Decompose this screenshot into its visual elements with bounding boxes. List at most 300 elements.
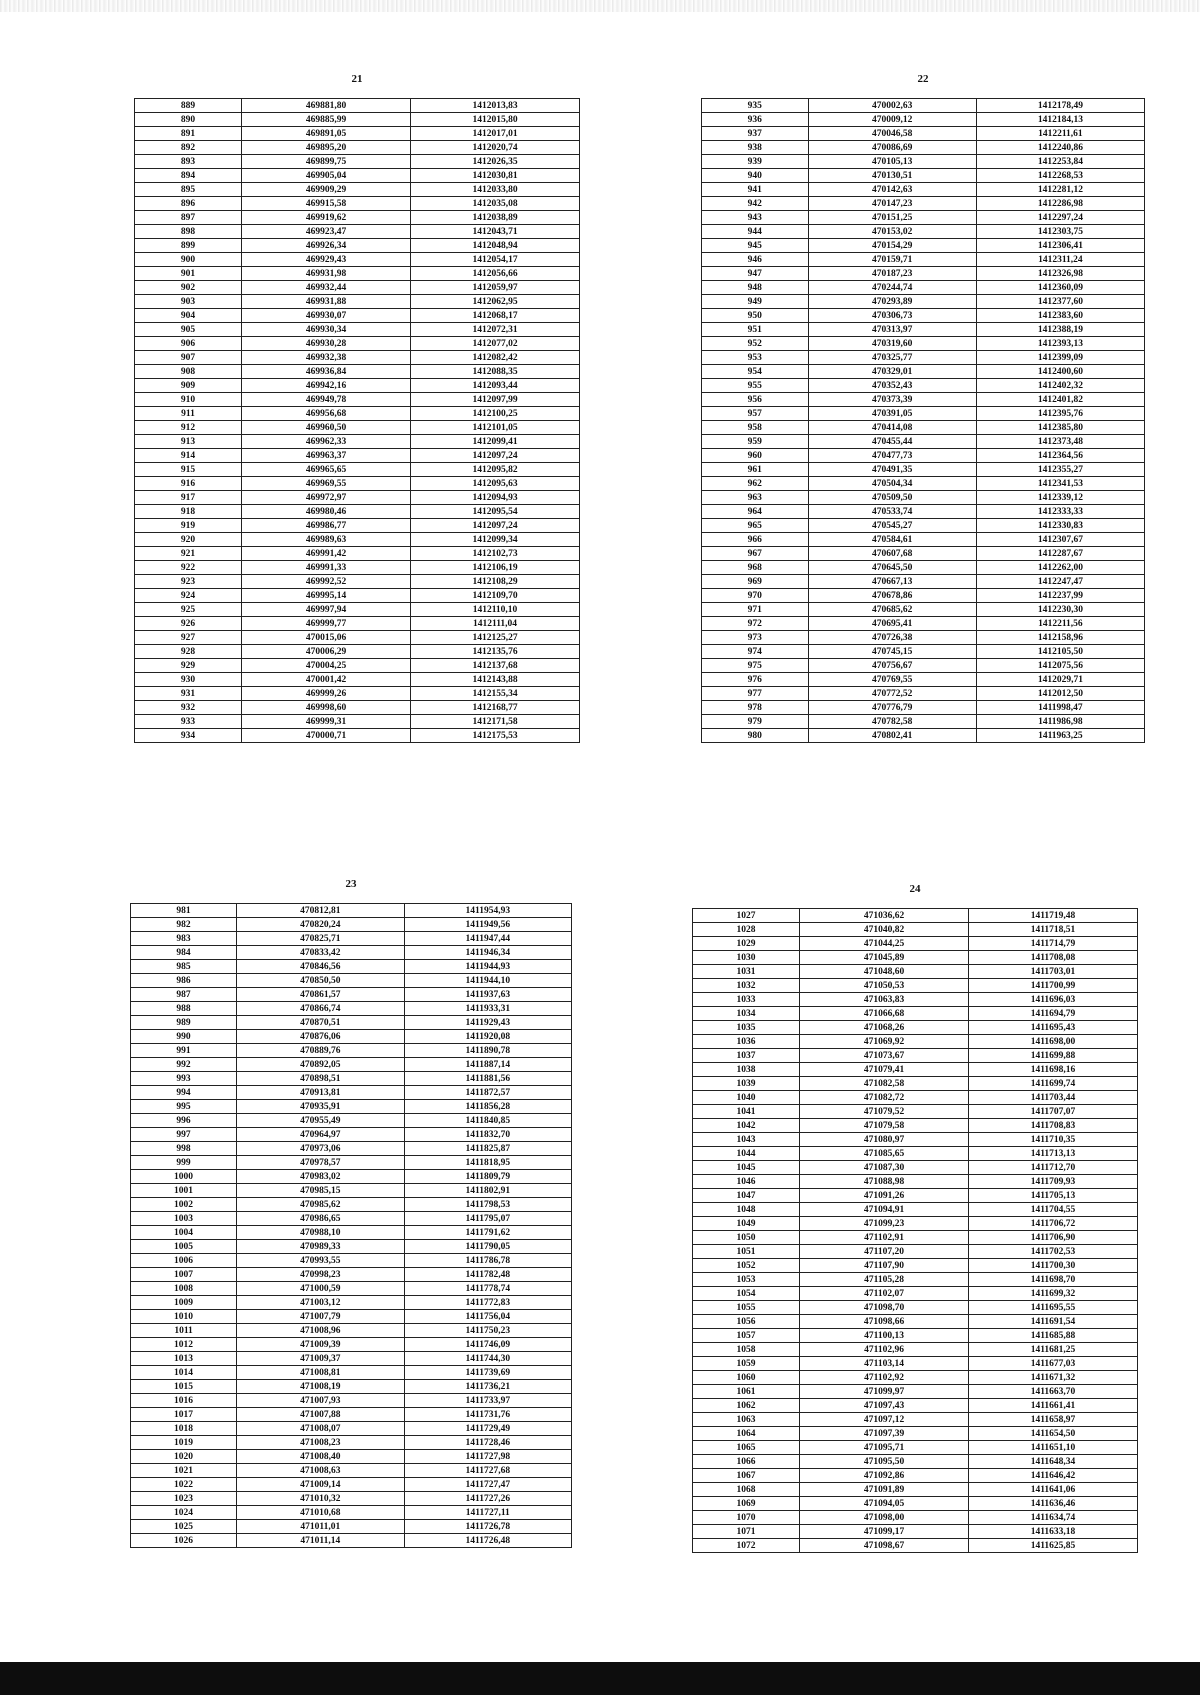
point-number-cell: 952 xyxy=(702,337,809,351)
table-row xyxy=(702,533,1145,547)
point-number-cell: 937 xyxy=(702,127,809,141)
table-row xyxy=(131,1044,572,1058)
y-coordinate-cell: 1412333,33 xyxy=(976,505,1144,519)
x-coordinate-cell: 471080,97 xyxy=(800,1133,969,1147)
y-coordinate-cell: 1411802,91 xyxy=(404,1184,571,1198)
table-row xyxy=(702,113,1145,127)
page-block-24 xyxy=(692,882,1138,1553)
x-coordinate-cell: 471087,30 xyxy=(800,1161,969,1175)
y-coordinate-cell: 1412402,32 xyxy=(976,379,1144,393)
x-coordinate-cell: 469923,47 xyxy=(242,225,411,239)
table-row xyxy=(131,1100,572,1114)
x-coordinate-cell: 471098,00 xyxy=(800,1511,969,1525)
point-number-cell: 964 xyxy=(702,505,809,519)
table-row xyxy=(702,211,1145,225)
point-number-cell: 965 xyxy=(702,519,809,533)
x-coordinate-cell: 470491,35 xyxy=(808,463,976,477)
y-coordinate-cell: 1411947,44 xyxy=(404,932,571,946)
point-number-cell: 970 xyxy=(702,589,809,603)
y-coordinate-cell: 1412311,24 xyxy=(976,253,1144,267)
page-number: 24 xyxy=(909,883,921,895)
x-coordinate-cell: 471008,19 xyxy=(237,1380,404,1394)
table-row xyxy=(135,449,580,463)
x-coordinate-cell: 471082,58 xyxy=(800,1077,969,1091)
y-coordinate-cell: 1411726,48 xyxy=(404,1534,571,1548)
x-coordinate-cell: 470414,08 xyxy=(808,421,976,435)
table-row xyxy=(693,923,1138,937)
point-number-cell: 1002 xyxy=(131,1198,237,1212)
point-number-cell: 896 xyxy=(135,197,242,211)
table-row xyxy=(702,519,1145,533)
y-coordinate-cell: 1412211,61 xyxy=(976,127,1144,141)
y-coordinate-cell: 1411933,31 xyxy=(404,1002,571,1016)
point-number-cell: 1017 xyxy=(131,1408,237,1422)
table-row xyxy=(131,932,572,946)
point-number-cell: 960 xyxy=(702,449,809,463)
point-number-cell: 1058 xyxy=(693,1343,800,1357)
x-coordinate-cell: 471063,83 xyxy=(800,993,969,1007)
x-coordinate-cell: 471073,67 xyxy=(800,1049,969,1063)
table-row xyxy=(702,645,1145,659)
y-coordinate-cell: 1412029,71 xyxy=(976,673,1144,687)
y-coordinate-cell: 1411727,47 xyxy=(404,1478,571,1492)
x-coordinate-cell: 471102,07 xyxy=(800,1287,969,1301)
point-number-cell: 1020 xyxy=(131,1450,237,1464)
point-number-cell: 1064 xyxy=(693,1427,800,1441)
y-coordinate-cell: 1412072,31 xyxy=(411,323,580,337)
x-coordinate-cell: 471091,89 xyxy=(800,1483,969,1497)
point-number-cell: 1046 xyxy=(693,1175,800,1189)
point-number-cell: 967 xyxy=(702,547,809,561)
y-coordinate-cell: 1412020,74 xyxy=(411,141,580,155)
y-coordinate-cell: 1411920,08 xyxy=(404,1030,571,1044)
point-number-cell: 1054 xyxy=(693,1287,800,1301)
table-row xyxy=(135,421,580,435)
x-coordinate-cell: 470986,65 xyxy=(237,1212,404,1226)
table-row xyxy=(131,946,572,960)
point-number-cell: 1032 xyxy=(693,979,800,993)
point-number-cell: 962 xyxy=(702,477,809,491)
x-coordinate-cell: 470983,02 xyxy=(237,1170,404,1184)
x-coordinate-cell: 471044,25 xyxy=(800,937,969,951)
x-coordinate-cell: 469905,04 xyxy=(242,169,411,183)
x-coordinate-cell: 469999,26 xyxy=(242,687,411,701)
y-coordinate-cell: 1412155,34 xyxy=(411,687,580,701)
x-coordinate-cell: 470006,29 xyxy=(242,645,411,659)
y-coordinate-cell: 1411778,74 xyxy=(404,1282,571,1296)
point-number-cell: 958 xyxy=(702,421,809,435)
y-coordinate-cell: 1411728,46 xyxy=(404,1436,571,1450)
coordinates-table xyxy=(692,908,1138,1553)
point-number-cell: 1004 xyxy=(131,1226,237,1240)
table-row xyxy=(135,253,580,267)
table-row xyxy=(693,1161,1138,1175)
point-number-cell: 1060 xyxy=(693,1371,800,1385)
point-number-cell: 1047 xyxy=(693,1189,800,1203)
x-coordinate-cell: 470889,76 xyxy=(237,1044,404,1058)
x-coordinate-cell: 470153,02 xyxy=(808,225,976,239)
point-number-cell: 919 xyxy=(135,519,242,533)
table-row xyxy=(693,1483,1138,1497)
point-number-cell: 955 xyxy=(702,379,809,393)
y-coordinate-cell: 1412341,53 xyxy=(976,477,1144,491)
table-row xyxy=(135,519,580,533)
x-coordinate-cell: 469919,62 xyxy=(242,211,411,225)
point-number-cell: 1036 xyxy=(693,1035,800,1049)
table-row xyxy=(693,1063,1138,1077)
point-number-cell: 963 xyxy=(702,491,809,505)
x-coordinate-cell: 471007,79 xyxy=(237,1310,404,1324)
table-row xyxy=(702,547,1145,561)
y-coordinate-cell: 1411944,10 xyxy=(404,974,571,988)
point-number-cell: 891 xyxy=(135,127,242,141)
x-coordinate-cell: 469915,58 xyxy=(242,197,411,211)
y-coordinate-cell: 1412105,50 xyxy=(976,645,1144,659)
point-number-cell: 1062 xyxy=(693,1399,800,1413)
page-number: 22 xyxy=(917,73,929,85)
y-coordinate-cell: 1411633,18 xyxy=(969,1525,1138,1539)
table-row xyxy=(693,1049,1138,1063)
x-coordinate-cell: 471040,82 xyxy=(800,923,969,937)
x-coordinate-cell: 470325,77 xyxy=(808,351,976,365)
y-coordinate-cell: 1411750,23 xyxy=(404,1324,571,1338)
x-coordinate-cell: 471008,96 xyxy=(237,1324,404,1338)
x-coordinate-cell: 470820,24 xyxy=(237,918,404,932)
x-coordinate-cell: 470086,69 xyxy=(808,141,976,155)
table-row xyxy=(693,1511,1138,1525)
y-coordinate-cell: 1411890,78 xyxy=(404,1044,571,1058)
point-number-cell: 894 xyxy=(135,169,242,183)
point-number-cell: 942 xyxy=(702,197,809,211)
y-coordinate-cell: 1412030,81 xyxy=(411,169,580,183)
table-row xyxy=(702,659,1145,673)
table-row xyxy=(131,1534,572,1548)
table-row xyxy=(702,407,1145,421)
x-coordinate-cell: 469998,60 xyxy=(242,701,411,715)
point-number-cell: 1043 xyxy=(693,1133,800,1147)
y-coordinate-cell: 1411954,93 xyxy=(404,904,571,918)
point-number-cell: 933 xyxy=(135,715,242,729)
x-coordinate-cell: 469999,31 xyxy=(242,715,411,729)
x-coordinate-cell: 470989,33 xyxy=(237,1240,404,1254)
table-row xyxy=(693,1133,1138,1147)
table-row xyxy=(702,99,1145,113)
point-number-cell: 1070 xyxy=(693,1511,800,1525)
y-coordinate-cell: 1411713,13 xyxy=(969,1147,1138,1161)
point-number-cell: 979 xyxy=(702,715,809,729)
y-coordinate-cell: 1412097,99 xyxy=(411,393,580,407)
y-coordinate-cell: 1411648,34 xyxy=(969,1455,1138,1469)
table-row xyxy=(131,974,572,988)
point-number-cell: 901 xyxy=(135,267,242,281)
point-number-cell: 1067 xyxy=(693,1469,800,1483)
point-number-cell: 946 xyxy=(702,253,809,267)
y-coordinate-cell: 1412400,60 xyxy=(976,365,1144,379)
point-number-cell: 1022 xyxy=(131,1478,237,1492)
x-coordinate-cell: 471085,65 xyxy=(800,1147,969,1161)
y-coordinate-cell: 1411700,30 xyxy=(969,1259,1138,1273)
y-coordinate-cell: 1412099,34 xyxy=(411,533,580,547)
table-row xyxy=(131,1072,572,1086)
table-row xyxy=(135,183,580,197)
x-coordinate-cell: 469926,34 xyxy=(242,239,411,253)
table-row xyxy=(131,1198,572,1212)
point-number-cell: 983 xyxy=(131,932,237,946)
y-coordinate-cell: 1412399,09 xyxy=(976,351,1144,365)
x-coordinate-cell: 470955,49 xyxy=(237,1114,404,1128)
point-number-cell: 1012 xyxy=(131,1338,237,1352)
x-coordinate-cell: 469972,97 xyxy=(242,491,411,505)
x-coordinate-cell: 469965,65 xyxy=(242,463,411,477)
x-coordinate-cell: 471066,68 xyxy=(800,1007,969,1021)
point-number-cell: 927 xyxy=(135,631,242,645)
table-row xyxy=(693,1441,1138,1455)
x-coordinate-cell: 469980,46 xyxy=(242,505,411,519)
y-coordinate-cell: 1412082,42 xyxy=(411,351,580,365)
y-coordinate-cell: 1412059,97 xyxy=(411,281,580,295)
x-coordinate-cell: 469991,42 xyxy=(242,547,411,561)
table-row xyxy=(693,1273,1138,1287)
point-number-cell: 1019 xyxy=(131,1436,237,1450)
point-number-cell: 900 xyxy=(135,253,242,267)
x-coordinate-cell: 471098,66 xyxy=(800,1315,969,1329)
table-row xyxy=(702,463,1145,477)
page-block-23 xyxy=(130,877,572,1548)
y-coordinate-cell: 1411698,16 xyxy=(969,1063,1138,1077)
x-coordinate-cell: 470509,50 xyxy=(808,491,976,505)
x-coordinate-cell: 469881,80 xyxy=(242,99,411,113)
y-coordinate-cell: 1411681,25 xyxy=(969,1343,1138,1357)
table-row xyxy=(135,491,580,505)
point-number-cell: 890 xyxy=(135,113,242,127)
x-coordinate-cell: 470645,50 xyxy=(808,561,976,575)
point-number-cell: 1056 xyxy=(693,1315,800,1329)
point-number-cell: 1048 xyxy=(693,1203,800,1217)
y-coordinate-cell: 1411625,85 xyxy=(969,1539,1138,1553)
point-number-cell: 920 xyxy=(135,533,242,547)
y-coordinate-cell: 1412383,60 xyxy=(976,309,1144,323)
point-number-cell: 1025 xyxy=(131,1520,237,1534)
table-row xyxy=(693,1105,1138,1119)
table-row xyxy=(135,393,580,407)
y-coordinate-cell: 1411986,98 xyxy=(976,715,1144,729)
table-row xyxy=(693,1315,1138,1329)
table-row xyxy=(135,603,580,617)
y-coordinate-cell: 1412303,75 xyxy=(976,225,1144,239)
y-coordinate-cell: 1411636,46 xyxy=(969,1497,1138,1511)
y-coordinate-cell: 1412026,35 xyxy=(411,155,580,169)
y-coordinate-cell: 1412360,09 xyxy=(976,281,1144,295)
x-coordinate-cell: 469991,33 xyxy=(242,561,411,575)
point-number-cell: 972 xyxy=(702,617,809,631)
table-row xyxy=(131,1016,572,1030)
point-number-cell: 1065 xyxy=(693,1441,800,1455)
x-coordinate-cell: 471100,13 xyxy=(800,1329,969,1343)
point-number-cell: 1035 xyxy=(693,1021,800,1035)
table-row xyxy=(702,435,1145,449)
y-coordinate-cell: 1411651,10 xyxy=(969,1441,1138,1455)
x-coordinate-cell: 471091,26 xyxy=(800,1189,969,1203)
table-row xyxy=(693,1091,1138,1105)
y-coordinate-cell: 1412395,76 xyxy=(976,407,1144,421)
y-coordinate-cell: 1411658,97 xyxy=(969,1413,1138,1427)
x-coordinate-cell: 469930,28 xyxy=(242,337,411,351)
y-coordinate-cell: 1411705,13 xyxy=(969,1189,1138,1203)
y-coordinate-cell: 1412033,80 xyxy=(411,183,580,197)
x-coordinate-cell: 470352,43 xyxy=(808,379,976,393)
y-coordinate-cell: 1411710,35 xyxy=(969,1133,1138,1147)
table-row xyxy=(702,393,1145,407)
table-row xyxy=(135,323,580,337)
point-number-cell: 966 xyxy=(702,533,809,547)
y-coordinate-cell: 1411727,26 xyxy=(404,1492,571,1506)
x-coordinate-cell: 470002,63 xyxy=(808,99,976,113)
y-coordinate-cell: 1412110,10 xyxy=(411,603,580,617)
table-row xyxy=(135,589,580,603)
x-coordinate-cell: 469929,43 xyxy=(242,253,411,267)
y-coordinate-cell: 1411825,87 xyxy=(404,1142,571,1156)
table-row xyxy=(702,673,1145,687)
x-coordinate-cell: 470892,05 xyxy=(237,1058,404,1072)
table-row xyxy=(702,589,1145,603)
x-coordinate-cell: 469995,14 xyxy=(242,589,411,603)
y-coordinate-cell: 1412287,67 xyxy=(976,547,1144,561)
x-coordinate-cell: 470973,06 xyxy=(237,1142,404,1156)
table-row xyxy=(135,407,580,421)
point-number-cell: 980 xyxy=(702,729,809,743)
y-coordinate-cell: 1412326,98 xyxy=(976,267,1144,281)
table-row xyxy=(702,197,1145,211)
y-coordinate-cell: 1411929,43 xyxy=(404,1016,571,1030)
y-coordinate-cell: 1412168,77 xyxy=(411,701,580,715)
point-number-cell: 945 xyxy=(702,239,809,253)
point-number-cell: 940 xyxy=(702,169,809,183)
table-row xyxy=(131,1492,572,1506)
x-coordinate-cell: 471009,37 xyxy=(237,1352,404,1366)
x-coordinate-cell: 470329,01 xyxy=(808,365,976,379)
x-coordinate-cell: 469932,38 xyxy=(242,351,411,365)
table-row xyxy=(693,1231,1138,1245)
x-coordinate-cell: 471068,26 xyxy=(800,1021,969,1035)
x-coordinate-cell: 471099,23 xyxy=(800,1217,969,1231)
y-coordinate-cell: 1412377,60 xyxy=(976,295,1144,309)
table-row xyxy=(693,1343,1138,1357)
y-coordinate-cell: 1412015,80 xyxy=(411,113,580,127)
x-coordinate-cell: 470004,25 xyxy=(242,659,411,673)
table-row xyxy=(135,659,580,673)
table-row xyxy=(702,421,1145,435)
table-row xyxy=(693,1371,1138,1385)
x-coordinate-cell: 471045,89 xyxy=(800,951,969,965)
x-coordinate-cell: 470244,74 xyxy=(808,281,976,295)
table-row xyxy=(135,575,580,589)
x-coordinate-cell: 470876,06 xyxy=(237,1030,404,1044)
point-number-cell: 968 xyxy=(702,561,809,575)
point-number-cell: 989 xyxy=(131,1016,237,1030)
x-coordinate-cell: 469986,77 xyxy=(242,519,411,533)
x-coordinate-cell: 470000,71 xyxy=(242,729,411,743)
point-number-cell: 1049 xyxy=(693,1217,800,1231)
point-number-cell: 910 xyxy=(135,393,242,407)
y-coordinate-cell: 1412393,13 xyxy=(976,337,1144,351)
x-coordinate-cell: 469942,16 xyxy=(242,379,411,393)
table-row xyxy=(693,1245,1138,1259)
point-number-cell: 1052 xyxy=(693,1259,800,1273)
table-row xyxy=(702,281,1145,295)
table-row xyxy=(693,1497,1138,1511)
point-number-cell: 996 xyxy=(131,1114,237,1128)
x-coordinate-cell: 471102,91 xyxy=(800,1231,969,1245)
table-row xyxy=(702,183,1145,197)
y-coordinate-cell: 1411706,72 xyxy=(969,1217,1138,1231)
x-coordinate-cell: 471011,14 xyxy=(237,1534,404,1548)
y-coordinate-cell: 1412125,27 xyxy=(411,631,580,645)
x-coordinate-cell: 471000,59 xyxy=(237,1282,404,1296)
y-coordinate-cell: 1411718,51 xyxy=(969,923,1138,937)
y-coordinate-cell: 1411691,54 xyxy=(969,1315,1138,1329)
table-row xyxy=(131,1436,572,1450)
y-coordinate-cell: 1412100,25 xyxy=(411,407,580,421)
point-number-cell: 969 xyxy=(702,575,809,589)
point-number-cell: 1053 xyxy=(693,1273,800,1287)
point-number-cell: 1029 xyxy=(693,937,800,951)
y-coordinate-cell: 1411708,08 xyxy=(969,951,1138,965)
y-coordinate-cell: 1412094,93 xyxy=(411,491,580,505)
y-coordinate-cell: 1412230,30 xyxy=(976,603,1144,617)
y-coordinate-cell: 1411712,70 xyxy=(969,1161,1138,1175)
point-number-cell: 899 xyxy=(135,239,242,253)
x-coordinate-cell: 470998,23 xyxy=(237,1268,404,1282)
table-row xyxy=(135,505,580,519)
y-coordinate-cell: 1411726,78 xyxy=(404,1520,571,1534)
x-coordinate-cell: 470306,73 xyxy=(808,309,976,323)
x-coordinate-cell: 470533,74 xyxy=(808,505,976,519)
y-coordinate-cell: 1412056,66 xyxy=(411,267,580,281)
point-number-cell: 948 xyxy=(702,281,809,295)
table-row xyxy=(693,951,1138,965)
point-number-cell: 926 xyxy=(135,617,242,631)
y-coordinate-cell: 1412097,24 xyxy=(411,519,580,533)
y-coordinate-cell: 1411949,56 xyxy=(404,918,571,932)
x-coordinate-cell: 470769,55 xyxy=(808,673,976,687)
y-coordinate-cell: 1411654,50 xyxy=(969,1427,1138,1441)
point-number-cell: 1007 xyxy=(131,1268,237,1282)
x-coordinate-cell: 470142,63 xyxy=(808,183,976,197)
table-row xyxy=(131,1506,572,1520)
table-row xyxy=(131,1184,572,1198)
page-block-21 xyxy=(134,72,580,743)
y-coordinate-cell: 1411695,55 xyxy=(969,1301,1138,1315)
point-number-cell: 1015 xyxy=(131,1380,237,1394)
y-coordinate-cell: 1412038,89 xyxy=(411,211,580,225)
table-row xyxy=(135,673,580,687)
x-coordinate-cell: 471099,17 xyxy=(800,1525,969,1539)
y-coordinate-cell: 1411729,49 xyxy=(404,1422,571,1436)
point-number-cell: 1021 xyxy=(131,1464,237,1478)
table-row xyxy=(702,239,1145,253)
point-number-cell: 954 xyxy=(702,365,809,379)
x-coordinate-cell: 470678,86 xyxy=(808,589,976,603)
y-coordinate-cell: 1411707,07 xyxy=(969,1105,1138,1119)
point-number-cell: 908 xyxy=(135,365,242,379)
point-number-cell: 1040 xyxy=(693,1091,800,1105)
point-number-cell: 938 xyxy=(702,141,809,155)
y-coordinate-cell: 1411791,62 xyxy=(404,1226,571,1240)
point-number-cell: 1038 xyxy=(693,1063,800,1077)
table-row xyxy=(702,561,1145,575)
point-number-cell: 1031 xyxy=(693,965,800,979)
y-coordinate-cell: 1412035,08 xyxy=(411,197,580,211)
